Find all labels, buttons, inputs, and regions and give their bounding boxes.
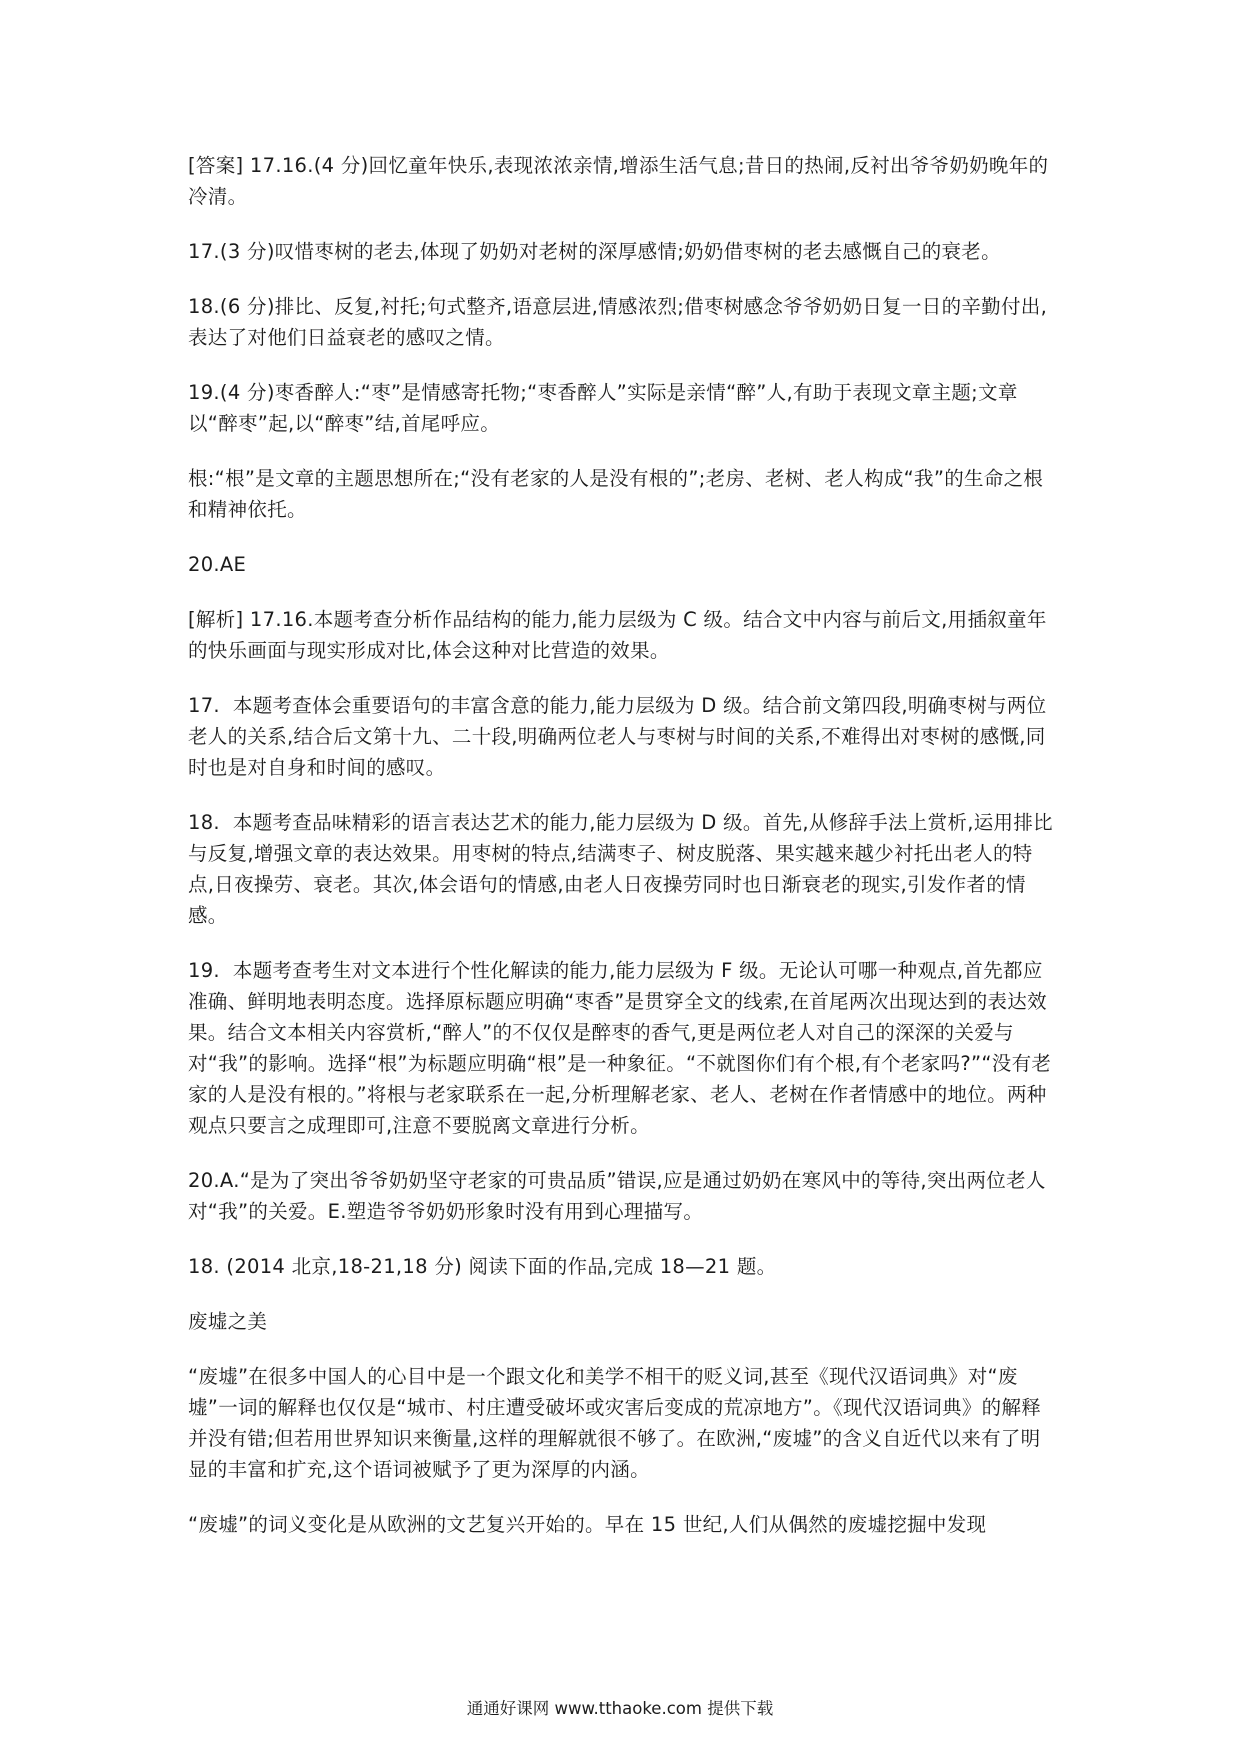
analysis-paragraph-16: [解析] 17.16.本题考查分析作品结构的能力,能力层级为 C 级。结合文中内容与前后文,用插叙童年的快乐画面与现实形成对比,体会这种对比营造的效果。 [188, 608, 1047, 662]
analysis-paragraph-18: 18. 本题考查品味精彩的语言表达艺术的能力,能力层级为 D 级。首先,从修辞手法上赏析,运用排比与反复,增强文章的表达效果。用枣树的特点,结满枣子、树皮脱落、果实越来越少衬托出老人的特点,日夜操劳、衰老。其次,体会语句的情感,由老人日夜操劳同时也日渐衰老的现实,引发作者的情感。 [188, 811, 1053, 927]
analysis-paragraph-17: 17. 本题考查体会重要语句的丰富含意的能力,能力层级为 D 级。结合前文第四段,明确枣树与两位老人的关系,结合后文第十九、二十段,明确两位老人与枣树与时间的关系,不难得出对枣树的感慨,同时也是对自身和时间的感叹。 [188, 694, 1047, 779]
answer-paragraph-19: 19.(4 分)枣香醉人:“枣”是情感寄托物;“枣香醉人”实际是亲情“醉”人,有助于表现文章主题;文章以“醉枣”起,以“醉枣”结,首尾呼应。 [188, 381, 1018, 435]
answer-paragraph-16: [答案] 17.16.(4 分)回忆童年快乐,表现浓浓亲情,增添生活气息;昔日的热闹,反衬出爷爷奶奶晚年的冷清。 [188, 154, 1049, 208]
question-heading: 18. (2014 北京,18-21,18 分) 阅读下面的作品,完成 18—21 题。 [188, 1255, 777, 1278]
page-footer: 通通好课网 www.tthaoke.com 提供下载 [466, 1699, 774, 1718]
article-paragraph-1: “废墟”在很多中国人的心目中是一个跟文化和美学不相干的贬义词,甚至《现代汉语词典》对“废墟”一词的解释也仅仅是“城市、村庄遭受破坏或灾害后变成的荒凉地方”。《现代汉语词典》的解释并没有错;但若用世界知识来衡量,这样的理解就很不够了。在欧洲,“废墟”的含义自近代以来有了明显的丰富和扩充,这个语词被赋予了更为深厚的内涵。 [188, 1365, 1042, 1481]
answer-paragraph-17: 17.(3 分)叹惜枣树的老去,体现了奶奶对老树的深厚感情;奶奶借枣树的老去感慨自己的衰老。 [188, 240, 1001, 263]
article-paragraph-2: “废墟”的词义变化是从欧洲的文艺复兴开始的。早在 15 世纪,人们从偶然的废墟挖掘中发现 [188, 1513, 987, 1536]
answer-paragraph-18: 18.(6 分)排比、反复,衬托;句式整齐,语意层进,情感浓烈;借枣树感念爷爷奶奶日复一日的辛勤付出,表达了对他们日益衰老的感叹之情。 [188, 295, 1048, 349]
analysis-paragraph-19: 19. 本题考查考生对文本进行个性化解读的能力,能力层级为 F 级。无论认可哪一种观点,首先都应准确、鲜明地表明态度。选择原标题应明确“枣香”是贯穿全文的线索,在首尾两次出现达到的表达效果。结合文本相关内容赏析,“醉人”的不仅仅是醉枣的香气,更是两位老人对自己的深深的关爱与对“我”的影响。选择“根”为标题应明确“根”是一种象征。“不就图你们有个根,有个老家吗?”“没有老家的人是没有根的。”将根与老家联系在一起,分析理解老家、老人、老树在作者情感中的地位。两种观点只要言之成理即可,注意不要脱离文章进行分析。 [188, 959, 1052, 1137]
answer-paragraph-19-root: 根:“根”是文章的主题思想所在;“没有老家的人是没有根的”;老房、老树、老人构成“我”的生命之根和精神依托。 [188, 467, 1044, 521]
answer-paragraph-20: 20.AE [188, 553, 247, 576]
analysis-paragraph-20: 20.A.“是为了突出爷爷奶奶坚守老家的可贵品质”错误,应是通过奶奶在寒风中的等待,突出两位老人对“我”的关爱。E.塑造爷爷奶奶形象时没有用到心理描写。 [188, 1169, 1046, 1223]
document-body [188, 150, 1058, 1564]
article-title: 废墟之美 [188, 1310, 268, 1333]
